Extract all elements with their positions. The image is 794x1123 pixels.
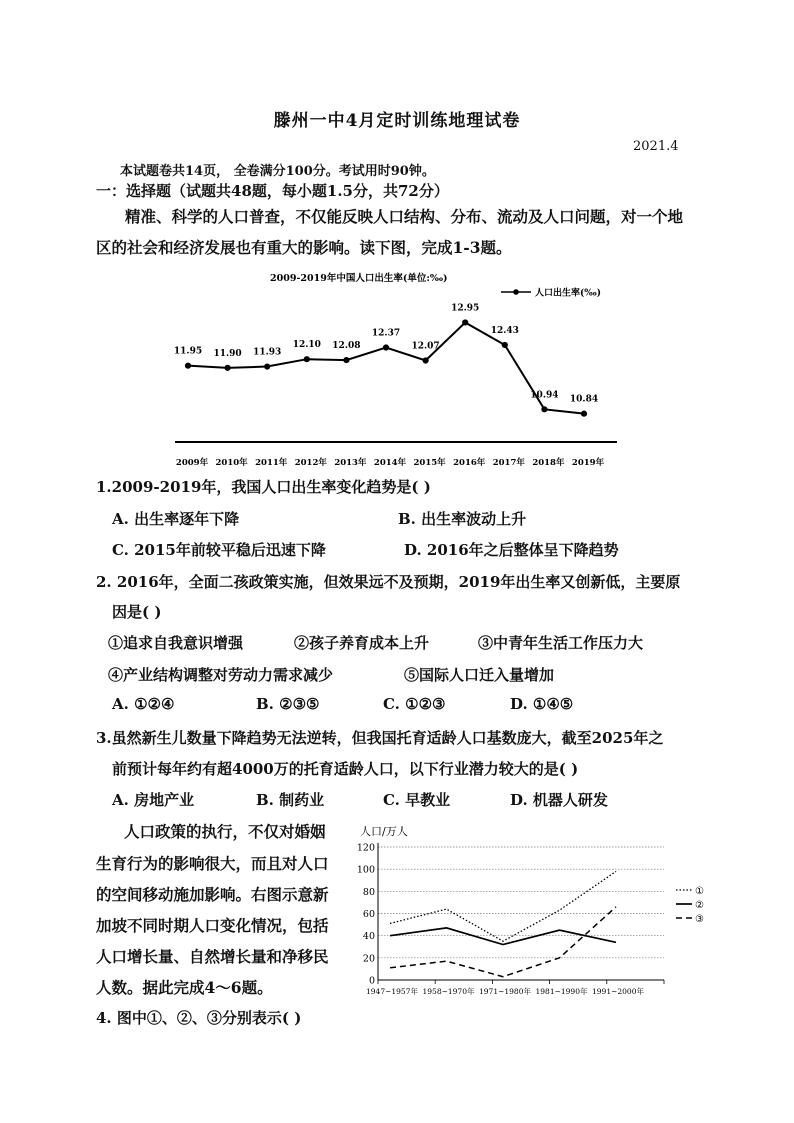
q1-option-a: A. 出生率逐年下降 [112,510,240,528]
data-point [185,363,191,369]
q3-stem-line1: 3.虽然新生儿数量下降趋势无法逆转，但我国托育适龄人口基数庞大，截至2025年之 [96,729,664,747]
q2-option-b: B. ②③⑤ [256,695,320,713]
intro1-line2: 区的社会和经济发展也有重大的影响。读下图，完成1-3题。 [96,238,512,257]
singapore-population-chart [358,822,718,1002]
legend-label: 人口出生率(‰) [535,288,601,299]
data-point [225,365,231,371]
q1-option-d: D. 2016年之后整体呈下降趋势 [404,541,619,559]
q1-option-c: C. 2015年前较平稳后迅速下降 [112,541,326,559]
data-label: 12.08 [332,341,361,352]
x-tick-label: 1947~1957年 [366,987,418,996]
q2-item-1: ①追求自我意识增强 [108,634,244,652]
y-tick-label: 40 [362,931,375,943]
data-point [581,411,587,417]
data-point [264,363,270,369]
x-tick-label: 2013年 [334,458,367,468]
intro2-line3: 的空间移动施加影响。右图示意新 [96,885,329,904]
data-label: 11.95 [173,346,203,357]
data-label: 12.43 [490,325,519,336]
x-tick-label: 2011年 [255,458,288,468]
intro2-line1: 人口政策的执行，不仅对婚姻 [124,822,326,841]
q1-option-b: B. 出生率波动上升 [398,510,527,528]
q3-option-b: B. 制药业 [256,791,325,809]
y-tick-label: 80 [362,886,375,898]
section-heading: 一：选择题（试题共48题，每小题1.5分，共72分） [96,182,449,200]
x-tick-label: 2015年 [413,458,446,468]
q3-stem-line2: 前预计每年约有超4000万的托育适龄人口，以下行业潜力较大的是( ) [112,760,579,778]
q3-option-c: C. 早教业 [383,791,451,809]
intro1-line1: 精准、科学的人口普查，不仅能反映人口结构、分布、流动及人口问题，对一个地 [125,207,684,226]
x-tick-label: 2009年 [175,458,209,468]
intro2-line4: 加坡不同时期人口变化情况，包括 [96,916,329,935]
data-point [343,357,349,363]
q2-stem-line2: 因是( ) [112,603,162,621]
q1-stem: 1.2009-2019年，我国人口出生率变化趋势是( ) [96,478,431,496]
y-tick-label: 100 [358,864,375,876]
intro2-line5: 人口增长量、自然增长量和净移民 [96,947,329,966]
y-axis-title: 人口/万人 [360,825,408,838]
x-tick-label: 2016年 [453,458,486,468]
page-title: 滕州一中4月定时训练地理试卷 [273,111,521,131]
q2-item-2: ②孩子养育成本上升 [294,634,430,652]
x-tick-label: 2018年 [532,458,565,468]
q2-stem-line1: 2. 2016年，全面二孩政策实施，但效果远不及预期，2019年出生率又创新低，主要原 [96,573,681,591]
intro2-line2: 生育行为的影响很大，而且对人口 [96,854,329,873]
data-label: 12.07 [411,341,440,352]
x-tick-label: 1958~1970年 [422,987,475,996]
birth-rate-chart [165,268,625,476]
data-point [502,342,508,348]
data-point [383,344,389,350]
data-label: 10.94 [530,390,559,401]
data-label: 12.10 [292,340,321,351]
q2-item-5: ⑤国际人口迁入量增加 [404,666,555,684]
x-tick-label: 2014年 [373,458,407,468]
q2-item-3: ③中青年生活工作压力大 [478,634,644,652]
exam-info: 本试题卷共14页， 全卷满分100分。考试用时90钟。 [120,164,435,179]
y-tick-label: 60 [362,909,375,920]
x-tick-label: 1981~1990年 [535,987,588,996]
birth-rate-chart-svg [165,268,625,476]
x-tick-label: 2012年 [294,458,327,468]
x-tick-label: 2010年 [215,458,248,468]
exam-date: 2021.4 [633,139,679,154]
singapore-population-chart-svg [358,822,718,1002]
legend-label-2: ② [695,900,704,911]
series-line-2 [390,928,616,945]
intro2-line6: 人数。据此完成4～6题。 [96,978,273,997]
q3-option-a: A. 房地产业 [112,791,195,809]
data-label: 11.93 [253,347,282,358]
x-tick-label: 2019年 [571,458,605,468]
q3-option-d: D. 机器人研发 [510,791,608,809]
y-tick-label: 120 [358,842,375,854]
data-point [541,406,547,412]
data-label: 10.84 [569,394,599,405]
legend-label-1: ① [695,886,704,897]
legend-label-3: ③ [695,914,704,925]
data-label: 12.37 [371,328,401,339]
x-tick-label: 1991~2000年 [592,987,644,996]
y-tick-label: 20 [362,953,375,965]
x-tick-label: 2017年 [492,458,525,468]
x-tick-label: 1971~1980年 [479,987,531,996]
data-label: 11.90 [213,348,242,359]
data-label: 12.95 [451,303,480,314]
legend-marker [513,289,519,295]
data-point [462,319,468,325]
q4-stem: 4. 图中①、②、③分别表示( ) [96,1009,302,1027]
data-point [423,357,429,363]
q2-option-c: C. ①②③ [383,695,446,713]
q2-option-a: A. ①②④ [112,695,175,713]
data-point [304,356,310,362]
y-tick-label: 0 [368,975,375,987]
q2-option-d: D. ①④⑤ [510,695,574,713]
chart-title: 2009-2019年中国人口出生率(单位:‰) [270,273,448,284]
q2-item-4: ④产业结构调整对劳动力需求减少 [108,666,334,684]
